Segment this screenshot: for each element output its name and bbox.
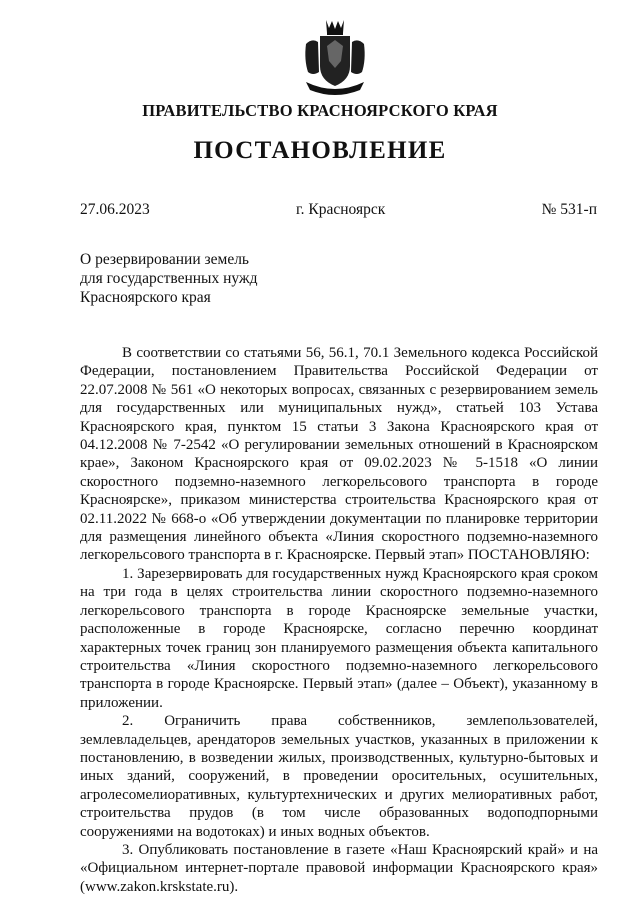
document-subject [80, 250, 258, 307]
coat-of-arms-icon [296, 16, 374, 98]
clause-3-paragraph: 3. Опубликовать постановление в газете «Наш Красноярский край» и на «Официальном интернет-портале правовой информации Красноярского края» (www.zakon.krskstate.ru). [80, 841, 598, 895]
subject-line: О резервировании земель [80, 251, 250, 268]
clause-2-paragraph: 2. Ограничить права собственников, землепользователей, землевладельцев, арендаторов земельных участков, указанных в приложении к постановлению, в возведении жилых, производственных, культурно-бытовых и иных зданий, сооружений, в проведении оросительных, осушительных, агролесомелиоративных, культуртехнических и других мелиоративных работ, строительства прудов (в том числе образованных водоподпорными сооружениями на водотоках) и иных водных объектов. [80, 713, 598, 840]
document-number: № 531-п [541, 201, 597, 218]
subject-line: для государственных нужд [80, 270, 258, 287]
preamble-paragraph: В соответствии со статьями 56, 56.1, 70.1 Земельного кодекса Российской Федерации, постановлением Правительства Российской Федерации от 22.07.2008 № 561 «О некоторых вопросах, связанных с резервированием земель для государственных или муниципальных нужд», статьей 103 Устава Красноярского края, пунктом 15 статьи 3 Закона Красноярского края от 04.12.2008 № 7-2542 «О регулировании земельных отношений в Красноярском крае», Законом Красноярского края от 09.02.2023 № 5-1518 «О линии скоростного подземно-наземного легкорельсового транспорта в городе Красноярске», приказом министерства строительства Красноярского края от 02.11.2022 № 668-о «Об утверждении документации по планировке территории для размещения линейного объекта «Линия скоростного подземно-наземного легкорельсового транспорта в г. Красноярске. Первый этап» ПОСТАНОВЛЯЮ: [80, 345, 598, 564]
subject-line: Красноярского края [80, 289, 211, 306]
document-body [80, 344, 598, 896]
document-type-heading: ПОСТАНОВЛЕНИЕ [193, 137, 447, 164]
document-city: г. Красноярск [296, 201, 386, 218]
organization-title: ПРАВИТЕЛЬСТВО КРАСНОЯРСКОГО КРАЯ [142, 101, 498, 120]
clause-1-paragraph: 1. Зарезервировать для государственных нужд Красноярского края сроком на три года в целях строительства линии скоростного подземно-наземного легкорельсового транспорта в городе Красноярске земельные участки, расположенные в городе Красноярске, согласно перечню координат характерных точек границ зон планируемого размещения объекта капитального строительства «Линия скоростного подземно-наземного легкорельсового транспорта в городе Красноярске. Первый этап» (далее – Объект), указанному в приложении. [80, 565, 598, 711]
document-date: 27.06.2023 [80, 201, 150, 218]
